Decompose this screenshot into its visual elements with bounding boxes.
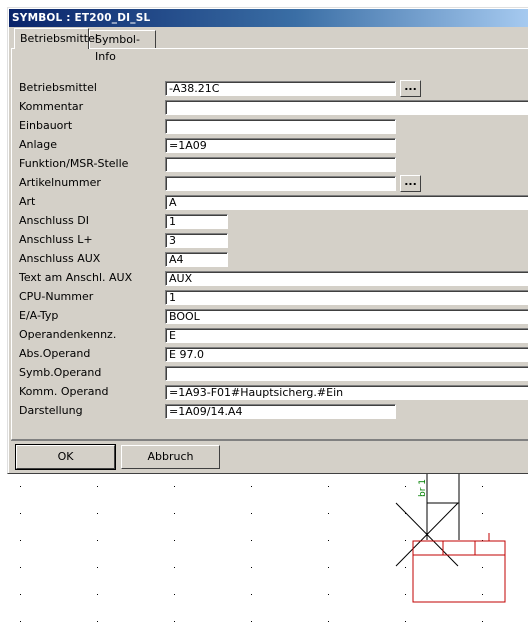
- label-artikelnummer: Artikelnummer: [19, 176, 101, 189]
- label-abs-operand: Abs.Operand: [19, 347, 91, 360]
- symb-operand-field[interactable]: [165, 366, 528, 381]
- label-ea-typ: E/A-Typ: [19, 309, 59, 322]
- funktion-msr-field[interactable]: [165, 157, 396, 172]
- betriebsmittel-field[interactable]: -A38.21C: [165, 81, 396, 96]
- anlage-field[interactable]: =1A09: [165, 138, 396, 153]
- grid-dot: [328, 486, 329, 487]
- label-darstellung: Darstellung: [19, 404, 83, 417]
- ok-button[interactable]: OK: [16, 445, 115, 469]
- label-funktion-msr: Funktion/MSR-Stelle: [19, 157, 129, 170]
- grid-dot: [97, 594, 98, 595]
- dialog-title: SYMBOL : ET200_DI_SL: [9, 9, 528, 27]
- label-kommentar: Kommentar: [19, 100, 84, 113]
- label-cpu-nummer: CPU-Nummer: [19, 290, 94, 303]
- grid-dot: [482, 594, 483, 595]
- cpu-nummer-field[interactable]: 1: [165, 290, 528, 305]
- label-betriebsmittel: Betriebsmittel: [19, 81, 97, 94]
- label-operandenkennz: Operandenkennz.: [19, 328, 117, 341]
- wire-label: br 1: [418, 479, 428, 497]
- tab-symbol-info[interactable]: Symbol-Info: [89, 30, 156, 48]
- grid-dot: [174, 567, 175, 568]
- label-art: Art: [19, 195, 36, 208]
- grid-dot: [328, 567, 329, 568]
- artikelnummer-browse-button[interactable]: ...: [400, 175, 421, 192]
- abs-operand-field[interactable]: E 97.0: [165, 347, 528, 362]
- grid-dot: [328, 540, 329, 541]
- ea-typ-field[interactable]: BOOL: [165, 309, 528, 324]
- grid-dot: [405, 567, 406, 568]
- grid-dot: [20, 486, 21, 487]
- button-row-separator: [11, 440, 528, 441]
- art-field[interactable]: A: [165, 195, 528, 210]
- io-module-symbol[interactable]: [413, 533, 505, 602]
- grid-dot: [405, 486, 406, 487]
- label-anschluss-lplus: Anschluss L+: [19, 233, 93, 246]
- grid-dot: [174, 486, 175, 487]
- text-anschl-aux-field[interactable]: AUX: [165, 271, 528, 286]
- artikelnummer-field[interactable]: [165, 176, 396, 191]
- grid-dot: [97, 540, 98, 541]
- label-anlage: Anlage: [19, 138, 58, 151]
- grid-dot: [405, 540, 406, 541]
- grid-dot: [97, 513, 98, 514]
- label-einbauort: Einbauort: [19, 119, 73, 132]
- grid-dot: [97, 567, 98, 568]
- grid-dot: [328, 513, 329, 514]
- grid-dot: [20, 540, 21, 541]
- grid-dot: [97, 486, 98, 487]
- grid-dot: [251, 540, 252, 541]
- label-anschluss-aux: Anschluss AUX: [19, 252, 101, 265]
- grid-dot: [482, 513, 483, 514]
- grid-dot: [174, 594, 175, 595]
- grid-dot: [20, 594, 21, 595]
- grid-dot: [20, 567, 21, 568]
- grid-dot: [251, 513, 252, 514]
- kommentar-field[interactable]: [165, 100, 528, 115]
- cancel-button[interactable]: Abbruch: [121, 445, 220, 469]
- betriebsmittel-browse-button[interactable]: ...: [400, 80, 421, 97]
- darstellung-field[interactable]: =1A09/14.A4: [165, 404, 396, 419]
- einbauort-field[interactable]: [165, 119, 396, 134]
- grid-dot: [251, 486, 252, 487]
- grid-dot: [20, 513, 21, 514]
- symbol-dialog: [7, 7, 528, 474]
- grid-dot: [251, 567, 252, 568]
- grid-dot: [174, 513, 175, 514]
- label-komm-operand: Komm. Operand: [19, 385, 109, 398]
- grid-dot: [251, 594, 252, 595]
- komm-operand-field[interactable]: =1A93-F01#Hauptsicherg.#Ein: [165, 385, 528, 400]
- grid-dot: [174, 540, 175, 541]
- grid-dot: [482, 486, 483, 487]
- label-anschluss-di: Anschluss DI: [19, 214, 89, 227]
- tab-betriebsmittel[interactable]: Betriebsmittel: [14, 28, 89, 49]
- grid-dot: [328, 594, 329, 595]
- label-symb-operand: Symb.Operand: [19, 366, 102, 379]
- label-text-anschl-aux: Text am Anschl. AUX: [19, 271, 133, 284]
- grid-dot: [482, 567, 483, 568]
- anschluss-di-field[interactable]: 1: [165, 214, 228, 229]
- operandenkennz-field[interactable]: E: [165, 328, 528, 343]
- anschluss-aux-field[interactable]: A4: [165, 252, 228, 267]
- grid-dot: [405, 594, 406, 595]
- anschluss-lplus-field[interactable]: 3: [165, 233, 228, 248]
